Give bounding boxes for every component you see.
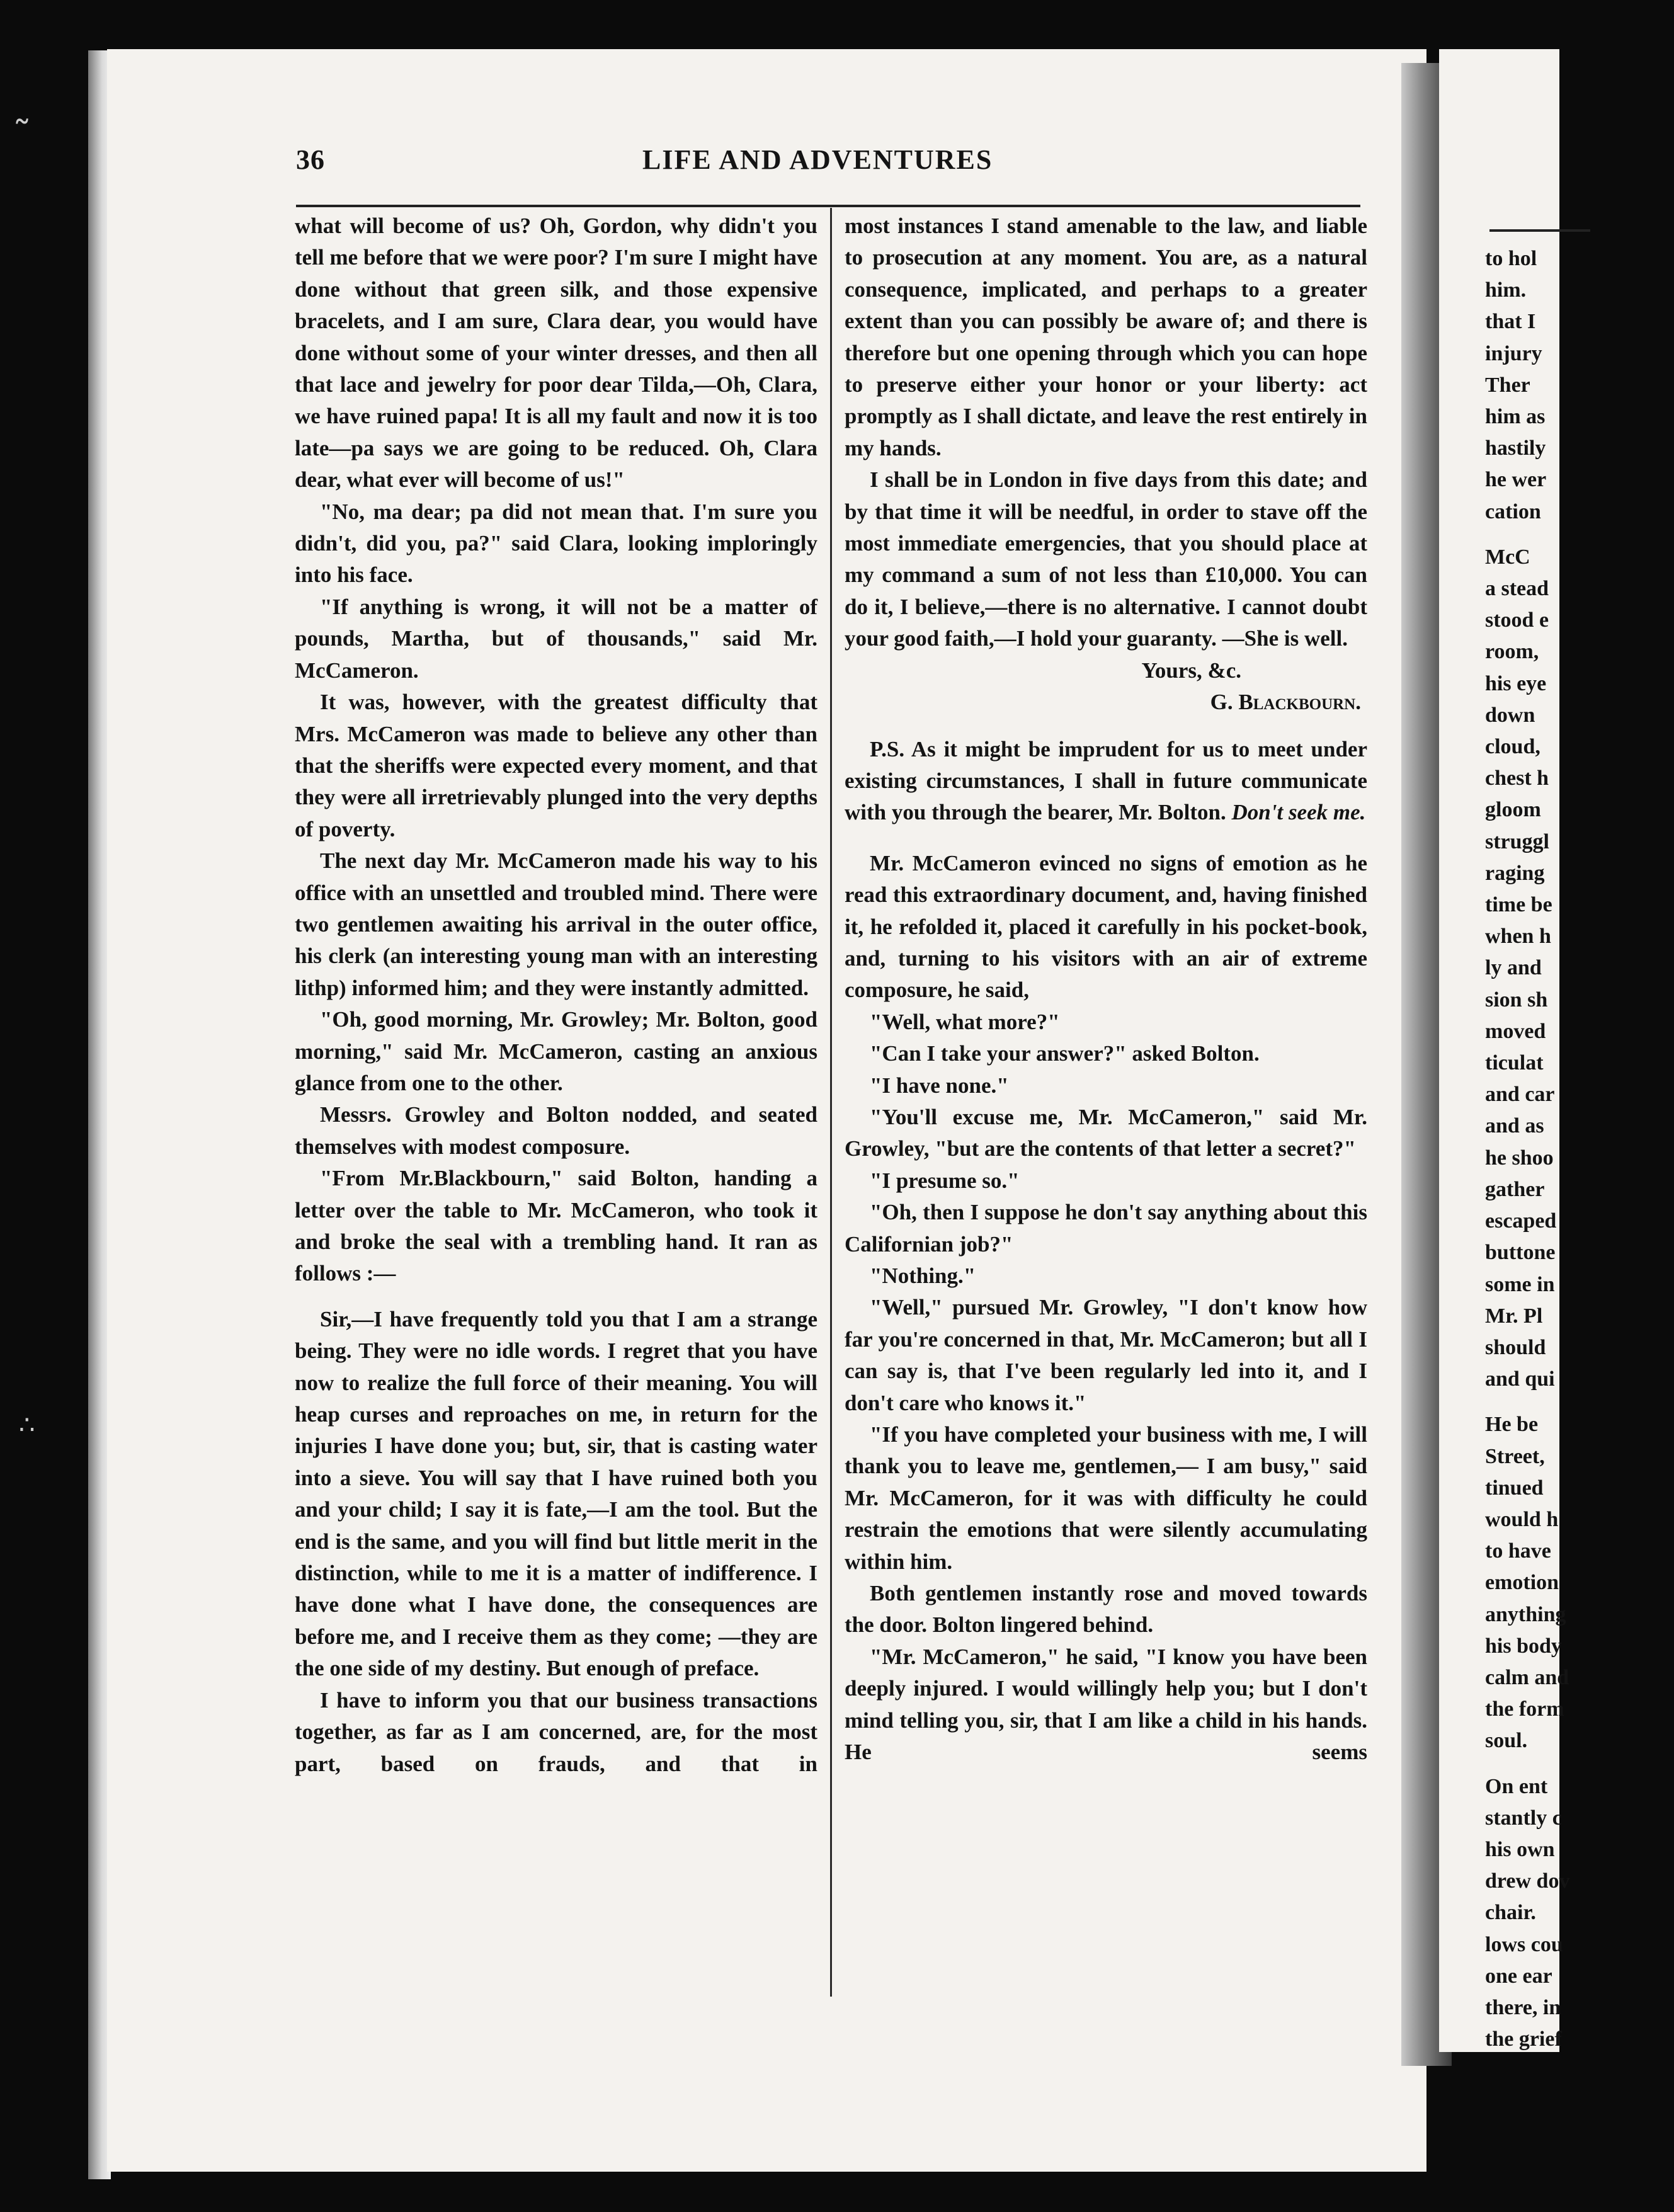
- facing-page-line: He be: [1485, 1413, 1539, 1437]
- facing-page-line: gloom: [1485, 798, 1541, 822]
- paragraph: "I presume so.": [870, 1168, 1020, 1193]
- facing-page-line: chair.: [1485, 1901, 1542, 1925]
- letter-paragraph: I shall be in London in five days from this date; and by that time it will be needful, in order to stave off the most immediate emergencies, that you should place at my command a sum of not less than £10,000. You can do it, I believe,—there is no alternative. I cannot doubt your good faith,—I hold your guaranty. —She is well.: [845, 467, 1367, 651]
- paragraph: The next day Mr. McCameron made his way to his office with an unsettled and troubled mind. There were two gentlemen awaiting his arrival in the outer office, his clerk (an interesting young man with an interesting lithp) informed him; and they were instantly admitted.: [295, 848, 817, 1000]
- paragraph: Both gentlemen instantly rose and moved towards the door. Bolton lingered behind.: [845, 1581, 1367, 1638]
- facing-page-line: sion sh: [1485, 988, 1548, 1012]
- paragraph: "If anything is wrong, it will not be a matter of pounds, Martha, but of thousands," said Mr. McCameron.: [295, 594, 817, 683]
- facing-page-line: stood e: [1485, 608, 1549, 632]
- facing-page-line: there, in: [1485, 1995, 1561, 2019]
- paragraph: "You'll excuse me, Mr. McCameron," said Mr. Growley, "but are the contents of that letter a secret?": [845, 1104, 1367, 1161]
- page-number: 36: [296, 144, 325, 175]
- facing-page-line: that I: [1485, 310, 1536, 334]
- facing-page-line: him.: [1485, 278, 1527, 302]
- facing-page-line: one ear: [1485, 1964, 1552, 1988]
- paragraph: "Can I take your answer?" asked Bolton.: [870, 1041, 1260, 1066]
- paragraph: "Mr. McCameron," he said, "I know you have been deeply injured. I would willingly help you; but I don't mind telling you, sir, that I am like a child in his hands. He seems: [845, 1644, 1367, 1765]
- facing-page-rule: [1489, 229, 1590, 232]
- facing-page-line: his eye: [1485, 671, 1547, 695]
- paragraph: "Oh, then I suppose he don't say anything about this Californian job?": [845, 1200, 1367, 1257]
- facing-page-line: room,: [1485, 640, 1544, 664]
- column-divider: [830, 208, 832, 1997]
- facing-page-line: and qui: [1485, 1367, 1555, 1391]
- facing-page-line: On ent: [1485, 1774, 1548, 1798]
- paragraph: "From Mr.Blackbourn," said Bolton, handing a letter over the table to Mr. McCameron, who took it and broke the seal with a trembling hand. It ran as follows :—: [295, 1166, 817, 1286]
- facing-page-line: would h: [1485, 1507, 1559, 1531]
- facing-page-line: he wer: [1485, 468, 1547, 492]
- facing-page-line: chest h: [1485, 767, 1549, 790]
- facing-page-line: anything: [1485, 1602, 1566, 1626]
- facing-page-line: the grief: [1485, 2027, 1562, 2051]
- facing-page-line: Ther: [1485, 373, 1530, 397]
- scan-speck-mark: ˜: [13, 113, 31, 157]
- left-column: [295, 210, 817, 1780]
- paragraph: what will become of us? Oh, Gordon, why didn't you tell me before that we were poor? I'm sure I might have done without that green silk, and those expensive bracelets, and I am sure, Clara dear, you would have done without some of your winter dresses, and then all that lace and jewelry for poor dear Tilda,—Oh, Clara, we have ruined papa! It is all my fault and now it is too late—pa says we are going to be reduced. Oh, Clara dear, what ever will become of us!": [295, 214, 817, 493]
- facing-page-line: struggl: [1485, 830, 1549, 853]
- facing-page-line: escaped: [1485, 1209, 1557, 1233]
- facing-page-text: [1485, 243, 1674, 2055]
- header-rule: [296, 205, 1360, 207]
- facing-page-line: raging: [1485, 861, 1545, 885]
- paragraph: "Nothing.": [870, 1263, 976, 1288]
- facing-page-line: emotion: [1485, 1571, 1559, 1595]
- facing-page-line: soul.: [1485, 1729, 1528, 1753]
- facing-page-line: him as: [1485, 405, 1546, 429]
- facing-page-line: ticulat: [1485, 1051, 1544, 1075]
- facing-page-line: moved: [1485, 1019, 1546, 1043]
- paragraph: "Oh, good morning, Mr. Growley; Mr. Bolton, good morning," said Mr. McCameron, casting an anxious glance from one to the other.: [295, 1007, 817, 1095]
- facing-page-line: and car: [1485, 1083, 1555, 1107]
- letter-paragraph: most instances I stand amenable to the law, and liable to prosecution at any moment. You are, as a natural consequence, implicated, and perhaps to a greater extent than you can possibly be aware of; and there is therefore but one opening through which you can hope to preserve either your honor or your liberty: act promptly as I shall dictate, and leave the rest entirely in my hands.: [845, 214, 1367, 460]
- paragraph: "If you have completed your business with me, I will thank you to leave me, gentlemen,— I am busy," said Mr. McCameron, for it was with difficulty he could restrain the emotions that were silently accumulating within him.: [845, 1422, 1367, 1574]
- facing-page-line: McC: [1485, 545, 1530, 569]
- paragraph: It was, however, with the greatest difficulty that Mrs. McCameron was made to believe any other than that the sheriffs were expected every moment, and that they were all irretrievably plunged into the very depths of poverty.: [295, 690, 817, 841]
- facing-page-line: lows cou: [1485, 1932, 1563, 1956]
- postscript-text: P.S. As it might be imprudent for us to meet under existing circumstances, I shall in future communicate with you through the bearer, Mr. Bolton.: [845, 736, 1367, 825]
- facing-page-line: Mr. Pl: [1485, 1304, 1543, 1328]
- facing-page-line: calm and: [1485, 1665, 1569, 1689]
- paragraph: "Well, what more?": [870, 1009, 1060, 1034]
- paragraph: "I have none.": [870, 1073, 1009, 1098]
- facing-page-line: the form: [1485, 1697, 1564, 1721]
- paragraph: Mr. McCameron evinced no signs of emotion as he read this extraordinary document, and, having finished it, he refolded it, placed it carefully in his pocket-book, and, turning to his visitors with an air of extreme composure, he said,: [845, 850, 1367, 1003]
- facing-page-line: his own: [1485, 1837, 1561, 1861]
- facing-page-line: hastily: [1485, 436, 1546, 460]
- facing-page-fragment: [1439, 49, 1570, 2052]
- facing-page-line: to hol: [1485, 247, 1537, 270]
- postscript: [845, 734, 1367, 829]
- facing-page-line: stantly c: [1485, 1806, 1562, 1830]
- facing-page-line: and as: [1485, 1114, 1550, 1138]
- facing-page-line: he shoo: [1485, 1146, 1554, 1170]
- facing-page-line: some in: [1485, 1272, 1555, 1296]
- letter-signature: G. Blackbourn.: [1210, 690, 1361, 715]
- running-title: LIFE AND ADVENTURES: [642, 144, 993, 175]
- paragraph: "Well," pursued Mr. Growley, "I don't know how far you're concerned in that, Mr. McCameron; but all I can say is, that I've been regularly led into it, and I don't care who knows it.": [845, 1295, 1367, 1415]
- paragraph: Messrs. Growley and Bolton nodded, and seated themselves with modest composure.: [295, 1102, 817, 1159]
- facing-page-line: when h: [1485, 925, 1551, 949]
- letter-paragraph: I have to inform you that our business transactions together, as far as I am concerned, are, for the most part, based on frauds, and that in: [295, 1687, 817, 1776]
- letter-paragraph: Sir,—I have frequently told you that I am a strange being. They were no idle words. I regret that you have now to realize the full force of their meaning. You will heap curses and reproaches on me, in return for the injuries I have done you; but, sir, that is casting water into a sieve. You will say that I have ruined both you and your child; I say it is fate,—I am the tool. But the end is the same, and you will find but little merit in the distinction, while to me it is a matter of indifference. I have done what I have done, the consequences are before me, and I receive them as they come; —they are the one side of my destiny. But enough of preface.: [295, 1306, 817, 1681]
- scan-speck-mark-lower: ∴: [19, 1411, 35, 1440]
- facing-page-line: gather: [1485, 1177, 1545, 1201]
- facing-page-line: down: [1485, 703, 1540, 727]
- facing-page-line: buttone: [1485, 1241, 1556, 1265]
- facing-page-line: cloud,: [1485, 735, 1546, 759]
- facing-page-line: his body: [1485, 1634, 1562, 1658]
- facing-page-line: injury: [1485, 341, 1542, 365]
- postscript-emphasis: Don't seek me.: [1231, 800, 1366, 825]
- right-column: [845, 210, 1367, 1769]
- facing-page-line: to have: [1485, 1539, 1551, 1563]
- facing-page-line: cation: [1485, 499, 1541, 523]
- facing-page-line: a stead: [1485, 577, 1549, 601]
- letter-closing: Yours, &c.: [1141, 658, 1241, 683]
- facing-page-line: ly and: [1485, 956, 1542, 980]
- facing-page-line: should: [1485, 1335, 1546, 1359]
- paragraph: "No, ma dear; pa did not mean that. I'm sure you didn't, did you, pa?" said Clara, looking imploringly into his face.: [295, 499, 817, 588]
- facing-page-line: tinued: [1485, 1476, 1549, 1500]
- facing-page-line: Street,: [1485, 1444, 1551, 1468]
- facing-page-line: time be: [1485, 893, 1552, 917]
- facing-page-line: drew dov: [1485, 1869, 1570, 1893]
